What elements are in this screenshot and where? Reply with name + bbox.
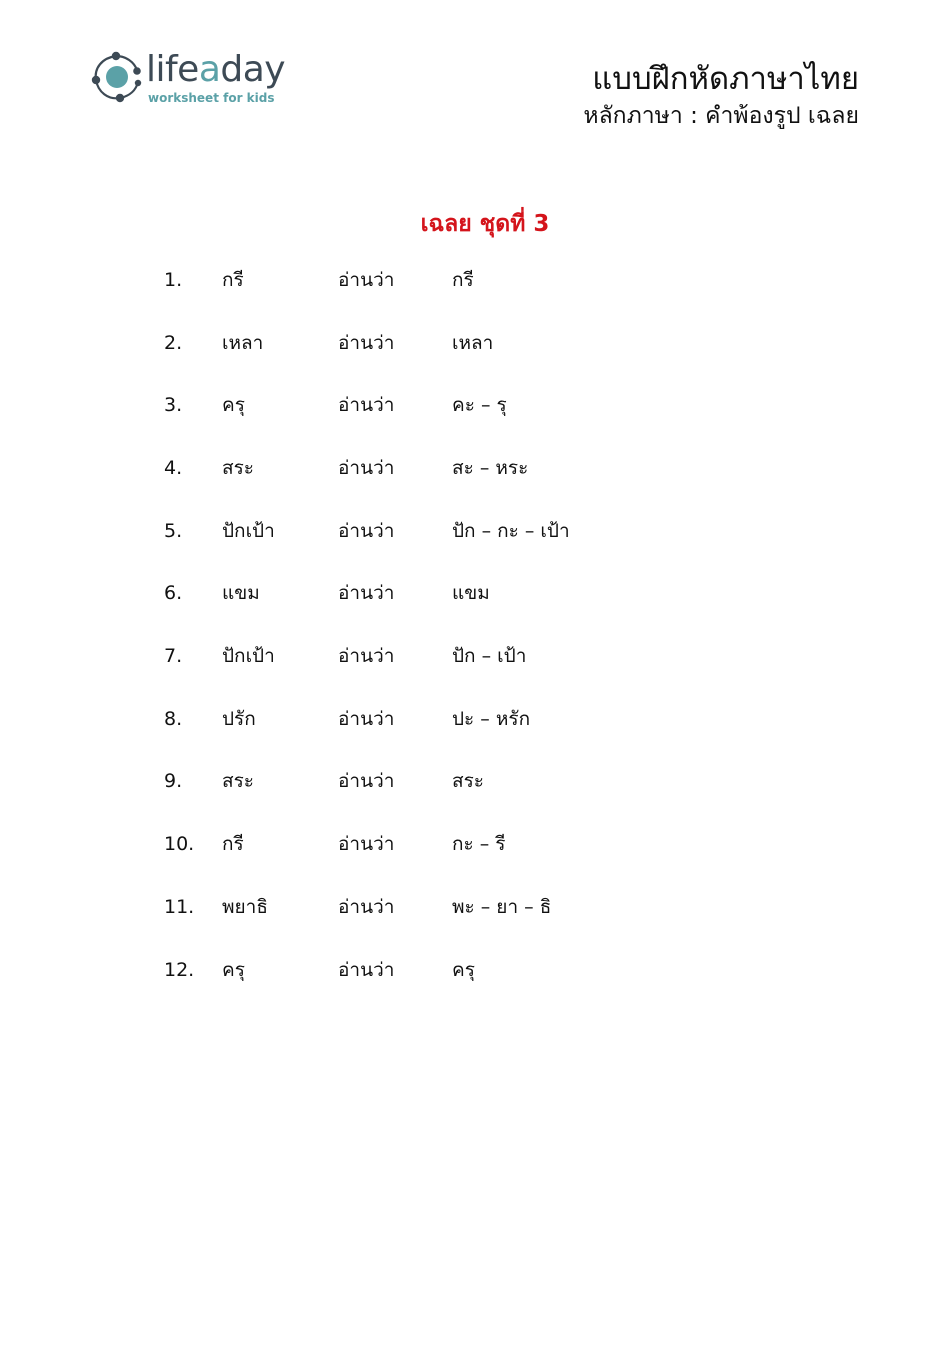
- answer-row: [0, 453, 951, 483]
- item-reading: กรี: [452, 269, 474, 291]
- item-number: 8.: [164, 708, 183, 730]
- logo-word-part-1: life: [146, 49, 199, 90]
- answer-row: [0, 578, 951, 608]
- answer-row: [0, 390, 951, 420]
- read-as-label: อ่านว่า: [338, 770, 395, 792]
- read-as-label: อ่านว่า: [338, 708, 395, 730]
- worksheet-subtitle: หลักภาษา : คำพ้องรูป เฉลย: [583, 103, 859, 129]
- item-word: ครุ: [222, 959, 245, 981]
- read-as-label: อ่านว่า: [338, 332, 395, 354]
- item-reading: สะ – หระ: [452, 457, 529, 479]
- answer-row: [0, 516, 951, 546]
- worksheet-title: แบบฝึกหัดภาษาไทย: [592, 61, 859, 97]
- answer-row: [0, 704, 951, 734]
- item-number: 1.: [164, 269, 183, 291]
- answer-row: [0, 955, 951, 985]
- read-as-label: อ่านว่า: [338, 582, 395, 604]
- item-reading: ปัก – เป้า: [452, 645, 527, 667]
- answer-set-title: เฉลย ชุดที่ 3: [420, 211, 550, 237]
- item-reading: กะ – รี: [452, 833, 506, 855]
- item-reading: แขม: [452, 582, 490, 604]
- read-as-label: อ่านว่า: [338, 896, 395, 918]
- read-as-label: อ่านว่า: [338, 269, 395, 291]
- item-word: กรี: [222, 833, 244, 855]
- item-number: 10.: [164, 833, 195, 855]
- logo-word-part-3: day: [220, 49, 286, 90]
- item-word: เหลา: [222, 332, 264, 354]
- item-word: สระ: [222, 457, 255, 479]
- logo-wordmark: [146, 48, 285, 92]
- molecule-logo-icon: [90, 50, 144, 106]
- item-number: 2.: [164, 332, 183, 354]
- item-reading: ปะ – หรัก: [452, 708, 531, 730]
- read-as-label: อ่านว่า: [338, 645, 395, 667]
- item-reading: คะ – รุ: [452, 394, 507, 416]
- answer-row: [0, 641, 951, 671]
- read-as-label: อ่านว่า: [338, 520, 395, 542]
- read-as-label: อ่านว่า: [338, 959, 395, 981]
- item-reading: ครุ: [452, 959, 475, 981]
- item-word: พยาธิ: [222, 896, 268, 918]
- read-as-label: อ่านว่า: [338, 833, 395, 855]
- item-word: ปักเป้า: [222, 645, 275, 667]
- item-word: กรี: [222, 269, 244, 291]
- read-as-label: อ่านว่า: [338, 394, 395, 416]
- answer-row: [0, 766, 951, 796]
- item-word: ครุ: [222, 394, 245, 416]
- logo-word-part-2: a: [198, 49, 221, 90]
- item-number: 3.: [164, 394, 183, 416]
- item-word: สระ: [222, 770, 255, 792]
- answer-row: [0, 829, 951, 859]
- item-reading: เหลา: [452, 332, 494, 354]
- item-number: 4.: [164, 457, 183, 479]
- item-number: 9.: [164, 770, 183, 792]
- logo-tagline: worksheet for kids: [148, 91, 275, 105]
- answer-row: [0, 328, 951, 358]
- read-as-label: อ่านว่า: [338, 457, 395, 479]
- item-word: แขม: [222, 582, 260, 604]
- item-word: ปรัก: [222, 708, 256, 730]
- answer-row: [0, 265, 951, 295]
- answer-row: [0, 892, 951, 922]
- item-word: ปักเป้า: [222, 520, 275, 542]
- item-number: 11.: [164, 896, 195, 918]
- item-reading: พะ – ยา – ธิ: [452, 896, 552, 918]
- item-number: 7.: [164, 645, 183, 667]
- item-reading: ปัก – กะ – เป้า: [452, 520, 570, 542]
- item-number: 5.: [164, 520, 183, 542]
- item-number: 6.: [164, 582, 183, 604]
- item-reading: สระ: [452, 770, 485, 792]
- brand-logo: [90, 50, 300, 110]
- item-number: 12.: [164, 959, 195, 981]
